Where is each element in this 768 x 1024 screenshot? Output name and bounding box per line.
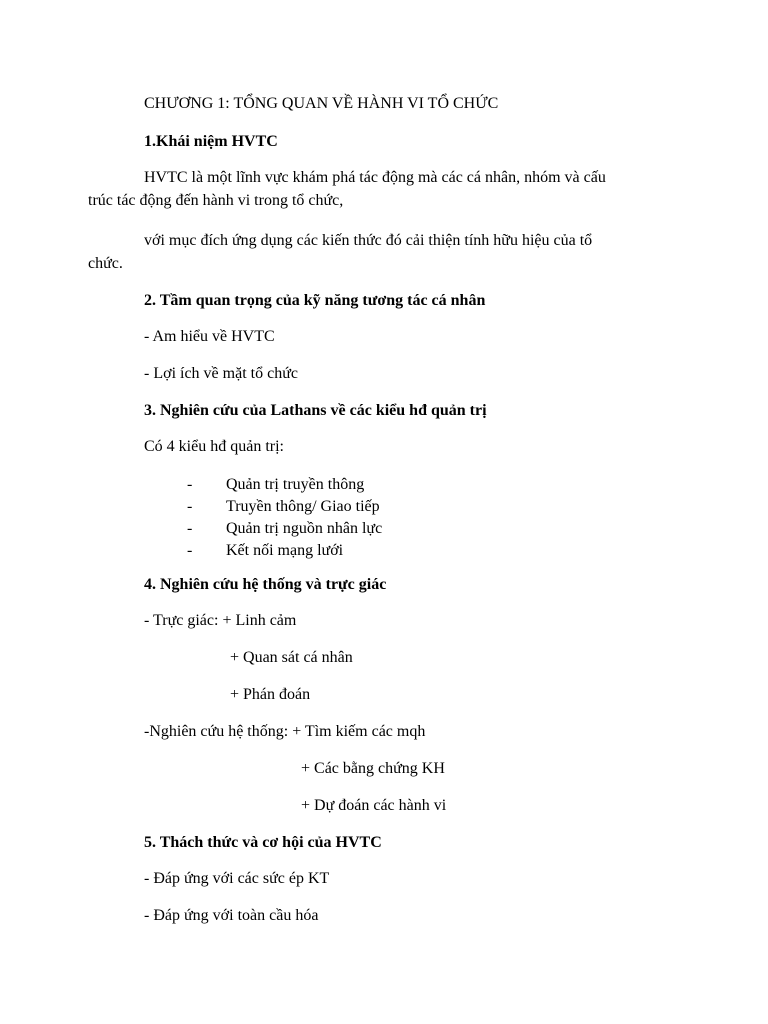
list-bullet: - [187, 498, 193, 515]
section-4-line: + Quan sát cá nhân [230, 649, 353, 666]
list-bullet: - [187, 542, 193, 559]
section-3-list-item: Quản trị truyền thông [226, 476, 365, 493]
document-title: CHƯƠNG 1: TỔNG QUAN VỀ HÀNH VI TỔ CHỨC [144, 95, 499, 112]
section-4-line: + Các bằng chứng KH [301, 760, 445, 777]
section-5-heading: 5. Thách thức và cơ hội của HVTC [144, 834, 382, 851]
section-5-item: - Đáp ứng với các sức ép KT [144, 870, 330, 887]
list-bullet: - [187, 520, 193, 537]
section-3-list-item: Quản trị nguồn nhân lực [226, 520, 383, 537]
section-1-paragraph-2-line-2: chức. [88, 255, 123, 272]
section-4-line: - Trực giác: + Linh cảm [144, 612, 297, 629]
section-3-intro: Có 4 kiểu hđ quản trị: [144, 438, 284, 455]
list-bullet: - [187, 476, 193, 493]
section-4-line: -Nghiên cứu hệ thống: + Tìm kiếm các mqh [144, 723, 426, 740]
section-1-paragraph-2-line-1: với mục đích ứng dụng các kiến thức đó cải thiện tính hữu hiệu của tổ [144, 232, 593, 249]
section-5-item: - Đáp ứng với toàn cầu hóa [144, 907, 319, 924]
section-1-heading: 1.Khái niệm HVTC [144, 133, 278, 150]
section-3-list-item: Kết nối mạng lưới [226, 542, 344, 559]
section-4-line: + Dự đoán các hành vi [301, 797, 447, 814]
section-2-item: - Am hiểu về HVTC [144, 328, 275, 345]
section-4-heading: 4. Nghiên cứu hệ thống và trực giác [144, 576, 387, 593]
section-2-heading: 2. Tầm quan trọng của kỹ năng tương tác cá nhân [144, 292, 486, 309]
section-4-line: + Phán đoán [230, 686, 311, 703]
section-1-paragraph-1-line-1: HVTC là một lĩnh vực khám phá tác động mà các cá nhân, nhóm và cấu [144, 169, 606, 186]
section-2-item: - Lợi ích về mặt tổ chức [144, 365, 298, 382]
section-1-paragraph-1-line-2: trúc tác động đến hành vi trong tổ chức, [88, 192, 344, 209]
section-3-list-item: Truyền thông/ Giao tiếp [226, 498, 380, 515]
section-3-heading: 3. Nghiên cứu của Lathans về các kiểu hđ quản trị [144, 402, 487, 419]
